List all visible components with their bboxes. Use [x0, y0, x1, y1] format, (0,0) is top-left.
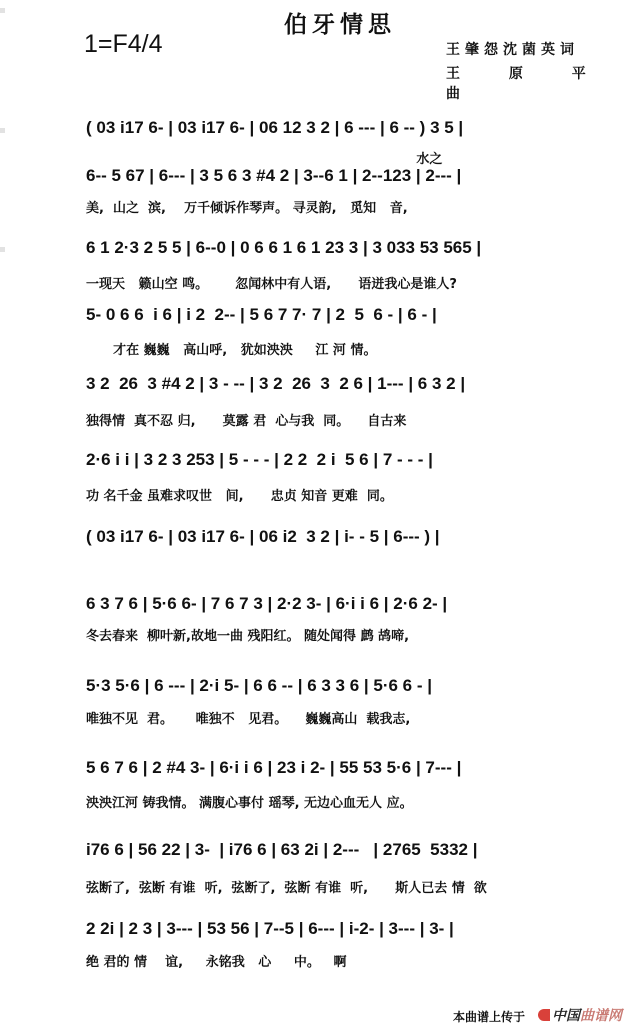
- page-edge-mark: [0, 128, 5, 133]
- score-system-5: 3 2 26 3 #4 2 | 3 - -- | 3 2 26 3 2 6 | 1--- | 6 3 2 |: [86, 374, 466, 393]
- site-logo[interactable]: [538, 1005, 622, 1025]
- lyrics-line-5: 独得情 真不忍 归, 莫露 君 心与我 同。 自古来: [86, 414, 407, 429]
- page-edge-mark: [0, 8, 5, 13]
- page-edge-mark: [0, 247, 5, 252]
- upload-credit-text: 本曲谱上传于: [453, 1010, 526, 1024]
- score-system-1: ( 03 i17 6- | 03 i17 6- | 06 12 3 2 | 6 --- | 6 -- ) 3 5 |: [86, 118, 464, 137]
- lyrics-line-10: 泱泱江河 铸我情。 满腹心事付 瑶琴, 无边心血无人 应。: [86, 796, 413, 811]
- song-title: 伯牙情思: [284, 11, 396, 38]
- site-logo-icon: [538, 1009, 550, 1021]
- score-system-4: 5- 0 6 6 i 6 | i 2 2-- | 5 6 7 7· 7 | 2 5 6 - | 6 - |: [86, 305, 437, 324]
- composer-credit: 王 原 平 曲: [446, 66, 608, 102]
- lyrics-line-4: 才在 巍巍 高山呼, 犹如泱泱 江 河 情。: [86, 343, 377, 358]
- lyrics-line-8: 冬去春来 柳叶新,故地一曲 残阳红。 随处闻得 鹧 鸪啼,: [86, 629, 410, 644]
- score-system-3: 6 1 2·3 2 5 5 | 6--0 | 0 6 6 1 6 1 23 3 | 3 033 53 565 |: [86, 238, 482, 257]
- lyricist-credit: 王肇怨沈菌英词: [446, 42, 579, 58]
- score-system-7-interlude: ( 03 i17 6- | 03 i17 6- | 06 i2 3 2 | i- - 5 | 6--- ) |: [86, 527, 440, 546]
- lyrics-line-9: 唯独不见 君。 唯独不 见君。 巍巍高山 载我志,: [86, 712, 411, 727]
- score-system-10: 5 6 7 6 | 2 #4 3- | 6·i i 6 | 23 i 2- | 55 53 5·6 | 7--- |: [86, 758, 462, 777]
- score-system-6: 2·6 i i | 3 2 3 253 | 5 - - - | 2 2 2 i 5 6 | 7 - - - |: [86, 450, 433, 469]
- score-system-9: 5·3 5·6 | 6 --- | 2·i 5- | 6 6 -- | 6 3 3 6 | 5·6 6 - |: [86, 676, 432, 695]
- score-system-8: 6 3 7 6 | 5·6 6- | 7 6 7 3 | 2·2 3- | 6·i i 6 | 2·6 2- |: [86, 594, 448, 613]
- score-system-2: 6-- 5 67 | 6--- | 3 5 6 3 #4 2 | 3--6 1 | 2--123 | 2--- |: [86, 166, 462, 185]
- site-name-part2: 曲谱网: [580, 1008, 622, 1024]
- lyrics-line-1: 水之: [86, 152, 443, 167]
- score-system-12: 2 2i | 2 3 | 3--- | 53 56 | 7--5 | 6--- | i-2- | 3--- | 3- |: [86, 919, 454, 938]
- key-signature: 1=F4/4: [84, 30, 163, 58]
- lyrics-line-3: 一现天 籁山空 鸣。 忽闻林中有人语, 语迸我心是谁人?: [86, 277, 457, 292]
- lyrics-line-2: 美, 山之 滨, 万千倾诉作琴声。 寻灵韵, 觅知 音,: [86, 201, 408, 216]
- site-name-part1: 中国: [552, 1008, 580, 1024]
- lyrics-line-6: 功 名千金 虽难求叹世 间, 忠贞 知音 更难 同。: [86, 489, 393, 504]
- score-system-11: i76 6 | 56 22 | 3- | i76 6 | 63 2i | 2--- | 2765 5332 |: [86, 840, 478, 859]
- lyrics-line-11: 弦断了, 弦断 有谁 听, 弦断了, 弦断 有谁 听, 斯人已去 情 欲: [86, 881, 487, 896]
- lyrics-line-12: 绝 君的 情 谊, 永铭我 心 中。 啊: [86, 955, 347, 970]
